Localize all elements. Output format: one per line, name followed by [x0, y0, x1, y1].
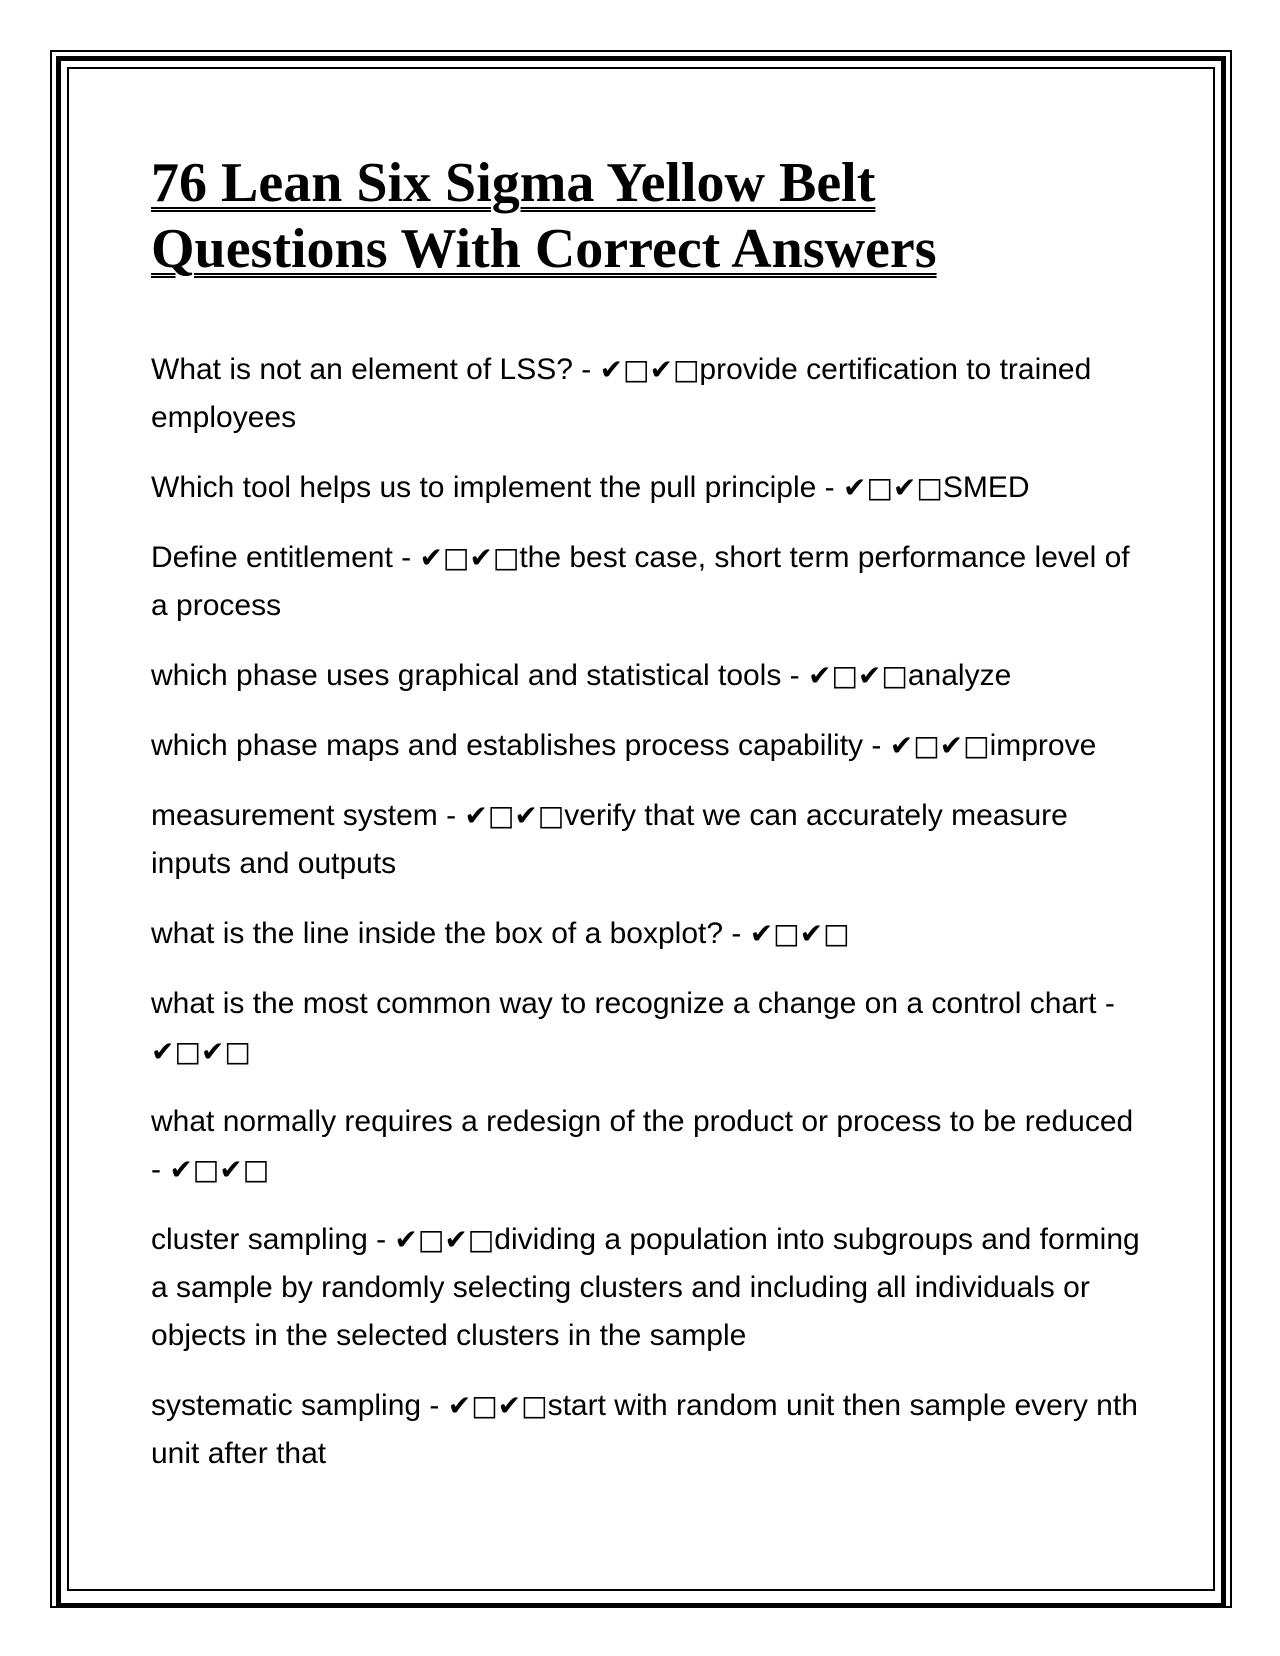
answer-marker: ✔□✔□	[464, 799, 565, 832]
answer-marker: ✔□✔□	[599, 353, 700, 386]
qa-item	[151, 652, 1151, 700]
answer-marker: ✔□✔□	[749, 917, 850, 950]
answer-text: the best case, short term performance level of a process	[151, 541, 1130, 622]
qa-item	[151, 980, 1151, 1076]
answer-marker: ✔□✔□	[169, 1153, 270, 1186]
question-text: what is the line inside the box of a boxplot? -	[151, 917, 750, 950]
answer-marker: ✔□✔□	[889, 729, 990, 762]
question-text: what normally requires a redesign of the product or process to be reduced -	[151, 1105, 1134, 1186]
qa-item	[151, 910, 1151, 958]
question-text: Which tool helps us to implement the pull principle -	[151, 471, 843, 504]
qa-item	[151, 1098, 1151, 1194]
answer-text: start with random unit then sample every nth unit after that	[151, 1389, 1138, 1470]
answer-marker: ✔□✔□	[843, 471, 943, 504]
qa-item	[151, 464, 1151, 512]
page-title	[151, 150, 1151, 282]
document-body	[151, 150, 1151, 1500]
title-line-1: 76 Lean Six Sigma Yellow Belt	[151, 152, 876, 214]
answer-marker: ✔□✔□	[151, 1035, 251, 1068]
question-text: which phase maps and establishes process capability -	[151, 729, 890, 762]
qa-item	[151, 792, 1151, 888]
qa-item	[151, 1382, 1151, 1478]
title-line-2: Questions With Correct Answers	[151, 218, 937, 280]
answer-marker: ✔□✔□	[447, 1389, 548, 1422]
answer-text: SMED	[942, 471, 1030, 504]
question-text: measurement system -	[151, 799, 465, 832]
qa-item	[151, 722, 1151, 770]
qa-item	[151, 346, 1151, 442]
qa-item	[151, 534, 1151, 630]
question-text: cluster sampling -	[151, 1223, 395, 1256]
answer-text: provide certification to trained employees	[151, 353, 1092, 434]
answer-marker: ✔□✔□	[394, 1223, 495, 1256]
question-text: What is not an element of LSS? -	[151, 353, 600, 386]
answer-text: verify that we can accurately measure inputs and outputs	[151, 799, 1068, 880]
question-text: systematic sampling -	[151, 1389, 448, 1422]
qa-item	[151, 1216, 1151, 1360]
answer-text: dividing a population into subgroups and forming a sample by randomly selecting clusters and including all individuals or objects in the selected clusters in the sample	[151, 1223, 1140, 1352]
question-text: Define entitlement -	[151, 541, 420, 574]
answer-text: analyze	[907, 659, 1012, 692]
answer-text: improve	[989, 729, 1097, 762]
answer-marker: ✔□✔□	[808, 659, 908, 692]
question-text: what is the most common way to recognize a change on a control chart -	[151, 987, 1115, 1020]
question-text: which phase uses graphical and statistical tools -	[151, 659, 809, 692]
answer-marker: ✔□✔□	[419, 541, 520, 574]
